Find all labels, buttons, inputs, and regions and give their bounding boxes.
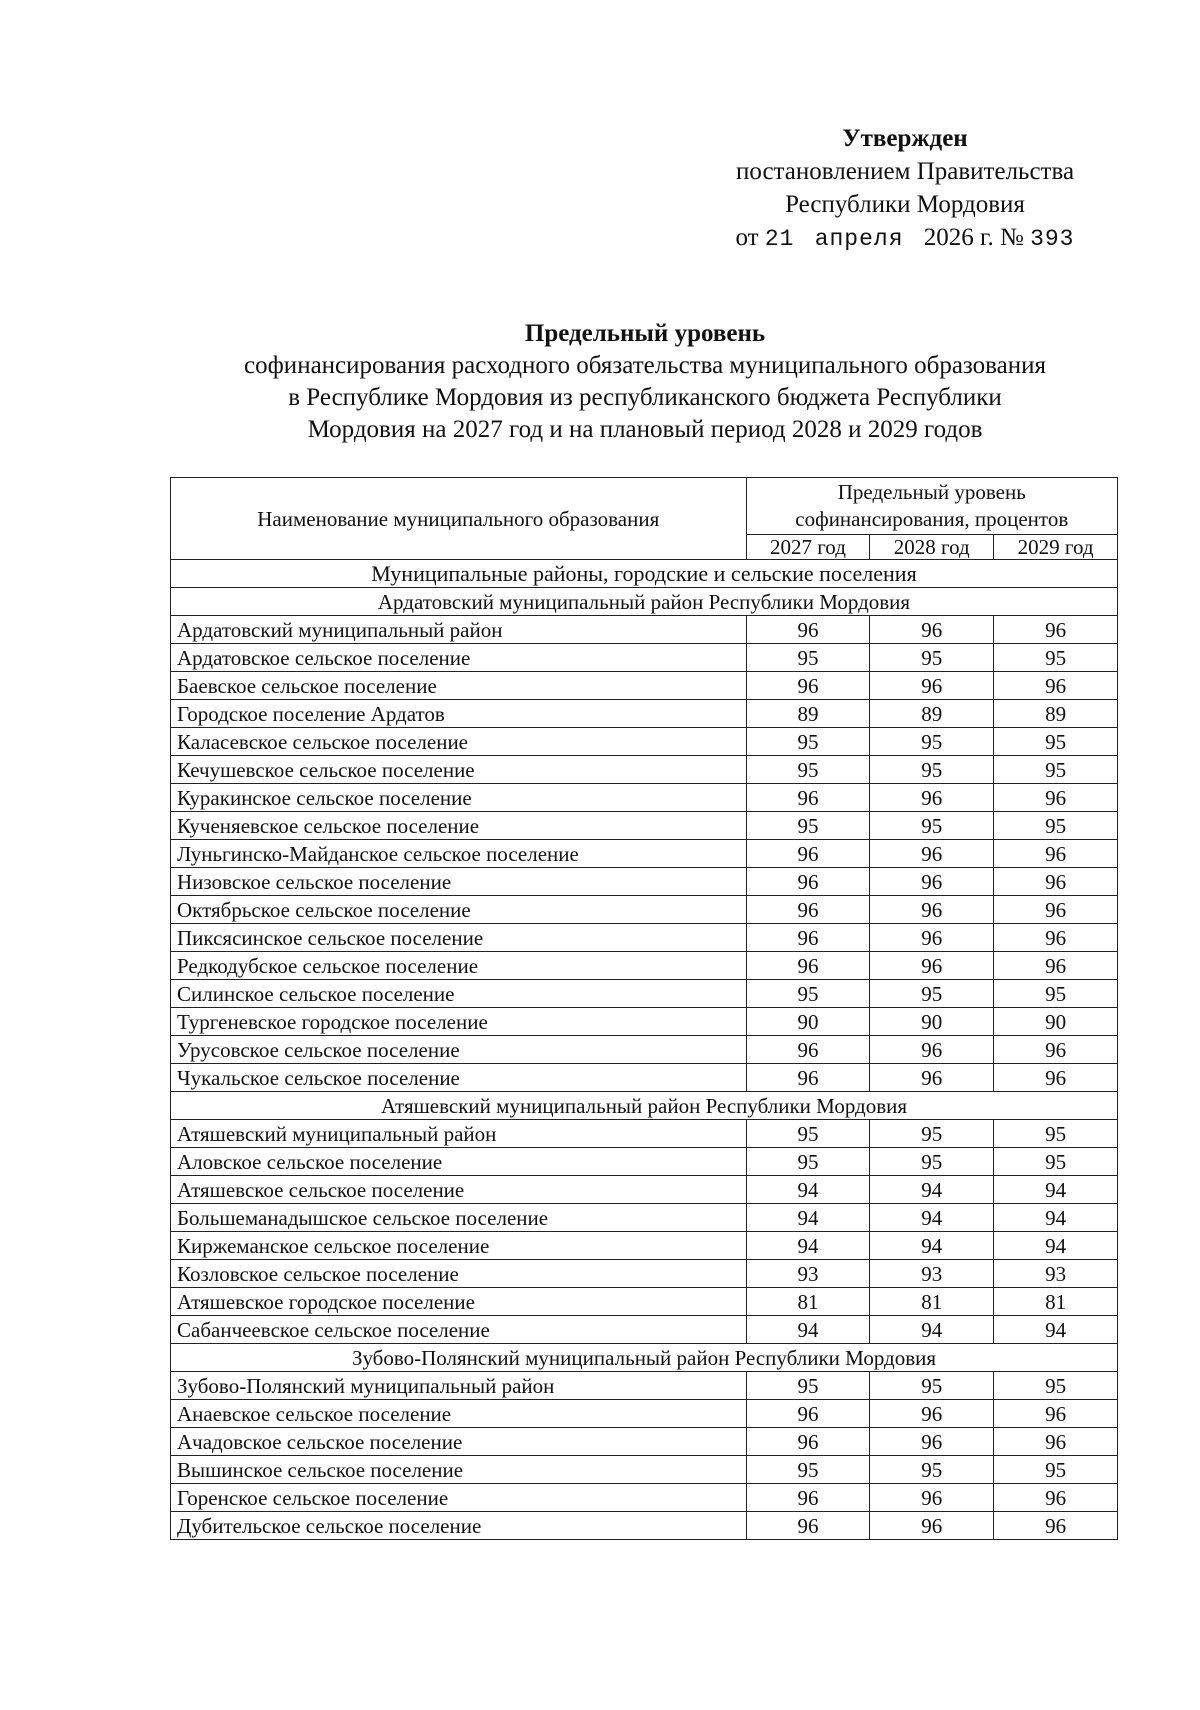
value-2028: 95 — [870, 728, 994, 756]
value-2028: 96 — [870, 1064, 994, 1092]
municipality-name: Горенское сельское поселение — [171, 1484, 747, 1512]
municipality-name: Силинское сельское поселение — [171, 980, 747, 1008]
municipality-name: Каласевское сельское поселение — [171, 728, 747, 756]
table-row — [171, 672, 1118, 700]
approval-line-1: постановлением Правительства — [735, 158, 1075, 185]
value-2027: 89 — [746, 700, 870, 728]
value-2029: 96 — [994, 896, 1118, 924]
value-2029: 96 — [994, 784, 1118, 812]
value-2027: 93 — [746, 1260, 870, 1288]
value-2029: 95 — [994, 644, 1118, 672]
value-2027: 96 — [746, 840, 870, 868]
approval-line-2: Республики Мордовия — [785, 191, 1025, 218]
municipality-name: Луньгинско-Майданское сельское поселение — [171, 840, 747, 868]
value-2028: 81 — [870, 1288, 994, 1316]
value-2028: 95 — [870, 644, 994, 672]
district-row — [171, 1344, 1118, 1372]
value-2027: 95 — [746, 1120, 870, 1148]
value-2029: 96 — [994, 1064, 1118, 1092]
header-year-2027: 2027 год — [746, 535, 870, 560]
value-2028: 93 — [870, 1260, 994, 1288]
table-row — [171, 728, 1118, 756]
value-2028: 96 — [870, 1400, 994, 1428]
value-2029: 96 — [994, 952, 1118, 980]
value-2029: 96 — [994, 924, 1118, 952]
municipality-name: Пиксясинское сельское поселение — [171, 924, 747, 952]
value-2029: 96 — [994, 1400, 1118, 1428]
table-row — [171, 1036, 1118, 1064]
header-group-line-1: Предельный уровень — [837, 480, 1026, 504]
table-row — [171, 1120, 1118, 1148]
district-title: Атяшевский муниципальный район Республики Мордовия — [171, 1092, 1118, 1120]
value-2029: 94 — [994, 1176, 1118, 1204]
value-2027: 94 — [746, 1316, 870, 1344]
value-2029: 95 — [994, 1148, 1118, 1176]
municipality-name: Низовское сельское поселение — [171, 868, 747, 896]
value-2027: 96 — [746, 896, 870, 924]
value-2028: 96 — [870, 1428, 994, 1456]
heading-line-1: софинансирования расходного обязательства муниципального образования — [244, 352, 1046, 379]
value-2028: 94 — [870, 1176, 994, 1204]
municipality-name: Дубительское сельское поселение — [171, 1512, 747, 1540]
value-2028: 96 — [870, 1484, 994, 1512]
table-row — [171, 812, 1118, 840]
municipality-name: Козловское сельское поселение — [171, 1260, 747, 1288]
value-2028: 94 — [870, 1232, 994, 1260]
value-2027: 95 — [746, 644, 870, 672]
approval-stamp — [690, 122, 1120, 256]
value-2027: 95 — [746, 1372, 870, 1400]
value-2029: 94 — [994, 1316, 1118, 1344]
municipality-name: Тургеневское городское поселение — [171, 1008, 747, 1036]
value-2029: 96 — [994, 1512, 1118, 1540]
value-2029: 81 — [994, 1288, 1118, 1316]
table-row — [171, 1428, 1118, 1456]
table-row — [171, 1512, 1118, 1540]
municipality-name: Зубово-Полянский муниципальный район — [171, 1372, 747, 1400]
value-2029: 93 — [994, 1260, 1118, 1288]
value-2027: 96 — [746, 1064, 870, 1092]
document-heading — [150, 318, 1140, 446]
approval-month: апреля — [814, 226, 904, 252]
table-row — [171, 1316, 1118, 1344]
value-2028: 96 — [870, 896, 994, 924]
district-row — [171, 1092, 1118, 1120]
value-2029: 96 — [994, 616, 1118, 644]
value-2028: 95 — [870, 1456, 994, 1484]
municipality-name: Ардатовский муниципальный район — [171, 616, 747, 644]
value-2029: 95 — [994, 812, 1118, 840]
header-cofinancing-level — [746, 478, 1117, 535]
header-name: Наименование муниципального образования — [171, 478, 747, 560]
value-2028: 96 — [870, 1512, 994, 1540]
value-2027: 90 — [746, 1008, 870, 1036]
value-2027: 96 — [746, 924, 870, 952]
table-row — [171, 840, 1118, 868]
municipality-name: Чукальское сельское поселение — [171, 1064, 747, 1092]
table-row — [171, 980, 1118, 1008]
municipality-name: Ардатовское сельское поселение — [171, 644, 747, 672]
value-2027: 96 — [746, 784, 870, 812]
value-2029: 95 — [994, 756, 1118, 784]
table-row — [171, 952, 1118, 980]
value-2029: 95 — [994, 1456, 1118, 1484]
table-row — [171, 784, 1118, 812]
value-2027: 95 — [746, 756, 870, 784]
value-2027: 94 — [746, 1232, 870, 1260]
value-2028: 95 — [870, 756, 994, 784]
municipality-name: Атяшевское сельское поселение — [171, 1176, 747, 1204]
municipality-name: Городское поселение Ардатов — [171, 700, 747, 728]
value-2029: 96 — [994, 1036, 1118, 1064]
value-2027: 96 — [746, 868, 870, 896]
approval-title: Утвержден — [842, 125, 968, 152]
header-year-2029: 2029 год — [994, 535, 1118, 560]
table-row — [171, 1484, 1118, 1512]
value-2029: 96 — [994, 1484, 1118, 1512]
value-2027: 96 — [746, 1036, 870, 1064]
value-2027: 95 — [746, 1148, 870, 1176]
value-2028: 96 — [870, 952, 994, 980]
section-title: Муниципальные районы, городские и сельские поселения — [171, 560, 1118, 588]
value-2029: 96 — [994, 1428, 1118, 1456]
value-2029: 96 — [994, 840, 1118, 868]
table-row — [171, 1260, 1118, 1288]
district-title: Зубово-Полянский муниципальный район Республики Мордовия — [171, 1344, 1118, 1372]
value-2027: 95 — [746, 1456, 870, 1484]
municipality-name: Куракинское сельское поселение — [171, 784, 747, 812]
table-row — [171, 1148, 1118, 1176]
table-row — [171, 1204, 1118, 1232]
table-body — [171, 560, 1118, 1540]
value-2029: 90 — [994, 1008, 1118, 1036]
value-2028: 95 — [870, 1148, 994, 1176]
municipality-name: Киржеманское сельское поселение — [171, 1232, 747, 1260]
municipality-name: Баевское сельское поселение — [171, 672, 747, 700]
value-2027: 94 — [746, 1204, 870, 1232]
value-2027: 96 — [746, 1428, 870, 1456]
table-row — [171, 1176, 1118, 1204]
municipality-name: Ачадовское сельское поселение — [171, 1428, 747, 1456]
municipality-name: Октябрьское сельское поселение — [171, 896, 747, 924]
value-2027: 95 — [746, 980, 870, 1008]
municipality-name: Аловское сельское поселение — [171, 1148, 747, 1176]
value-2028: 96 — [870, 672, 994, 700]
table-row — [171, 756, 1118, 784]
value-2028: 90 — [870, 1008, 994, 1036]
value-2029: 96 — [994, 672, 1118, 700]
table-row — [171, 1232, 1118, 1260]
approval-date-line — [690, 221, 1120, 256]
table-row — [171, 868, 1118, 896]
municipality-name: Сабанчеевское сельское поселение — [171, 1316, 747, 1344]
value-2028: 94 — [870, 1316, 994, 1344]
value-2028: 96 — [870, 1036, 994, 1064]
value-2028: 96 — [870, 840, 994, 868]
value-2027: 95 — [746, 728, 870, 756]
value-2027: 96 — [746, 1400, 870, 1428]
heading-line-3: Мордовия на 2027 год и на плановый период 2028 и 2029 годов — [307, 416, 983, 443]
value-2028: 96 — [870, 784, 994, 812]
approval-year: 2026 г. — [923, 224, 994, 251]
municipality-name: Урусовское сельское поселение — [171, 1036, 747, 1064]
value-2028: 95 — [870, 1120, 994, 1148]
value-2028: 95 — [870, 980, 994, 1008]
table-row — [171, 616, 1118, 644]
value-2027: 81 — [746, 1288, 870, 1316]
value-2029: 89 — [994, 700, 1118, 728]
table-row — [171, 924, 1118, 952]
header-group-line-2: софинансирования, процентов — [795, 507, 1069, 531]
municipality-name: Атяшевское городское поселение — [171, 1288, 747, 1316]
municipality-name: Анаевское сельское поселение — [171, 1400, 747, 1428]
value-2029: 95 — [994, 980, 1118, 1008]
value-2029: 95 — [994, 1120, 1118, 1148]
value-2028: 96 — [870, 924, 994, 952]
municipality-name: Большеманадышское сельское поселение — [171, 1204, 747, 1232]
value-2028: 94 — [870, 1204, 994, 1232]
approval-number-sign: № — [999, 224, 1024, 251]
value-2029: 96 — [994, 868, 1118, 896]
table-row — [171, 1456, 1118, 1484]
value-2027: 96 — [746, 1512, 870, 1540]
value-2028: 95 — [870, 812, 994, 840]
approval-day: 21 — [764, 226, 795, 252]
value-2027: 96 — [746, 616, 870, 644]
value-2027: 96 — [746, 1484, 870, 1512]
district-row — [171, 588, 1118, 616]
municipality-name: Кученяевское сельское поселение — [171, 812, 747, 840]
table-row — [171, 1372, 1118, 1400]
district-title: Ардатовский муниципальный район Республики Мордовия — [171, 588, 1118, 616]
value-2028: 95 — [870, 1372, 994, 1400]
cofinancing-table — [170, 477, 1118, 1540]
approval-prefix: от — [735, 224, 759, 251]
value-2027: 94 — [746, 1176, 870, 1204]
value-2029: 94 — [994, 1232, 1118, 1260]
municipality-name: Вышинское сельское поселение — [171, 1456, 747, 1484]
table-row — [171, 896, 1118, 924]
table-row — [171, 644, 1118, 672]
heading-line-2: в Республике Мордовия из республиканского бюджета Республики — [288, 384, 1002, 411]
table-row — [171, 700, 1118, 728]
heading-title: Предельный уровень — [524, 320, 766, 347]
municipality-name: Редкодубское сельское поселение — [171, 952, 747, 980]
section-row — [171, 560, 1118, 588]
table-row — [171, 1008, 1118, 1036]
table-row — [171, 1400, 1118, 1428]
table-row — [171, 1288, 1118, 1316]
value-2029: 94 — [994, 1204, 1118, 1232]
municipality-name: Кечушевское сельское поселение — [171, 756, 747, 784]
value-2027: 95 — [746, 812, 870, 840]
value-2029: 95 — [994, 728, 1118, 756]
value-2028: 89 — [870, 700, 994, 728]
approval-number: 393 — [1030, 226, 1075, 252]
value-2027: 96 — [746, 952, 870, 980]
municipality-name: Атяшевский муниципальный район — [171, 1120, 747, 1148]
header-year-2028: 2028 год — [870, 535, 994, 560]
value-2027: 96 — [746, 672, 870, 700]
table-row — [171, 1064, 1118, 1092]
value-2028: 96 — [870, 616, 994, 644]
value-2029: 95 — [994, 1372, 1118, 1400]
value-2028: 96 — [870, 868, 994, 896]
